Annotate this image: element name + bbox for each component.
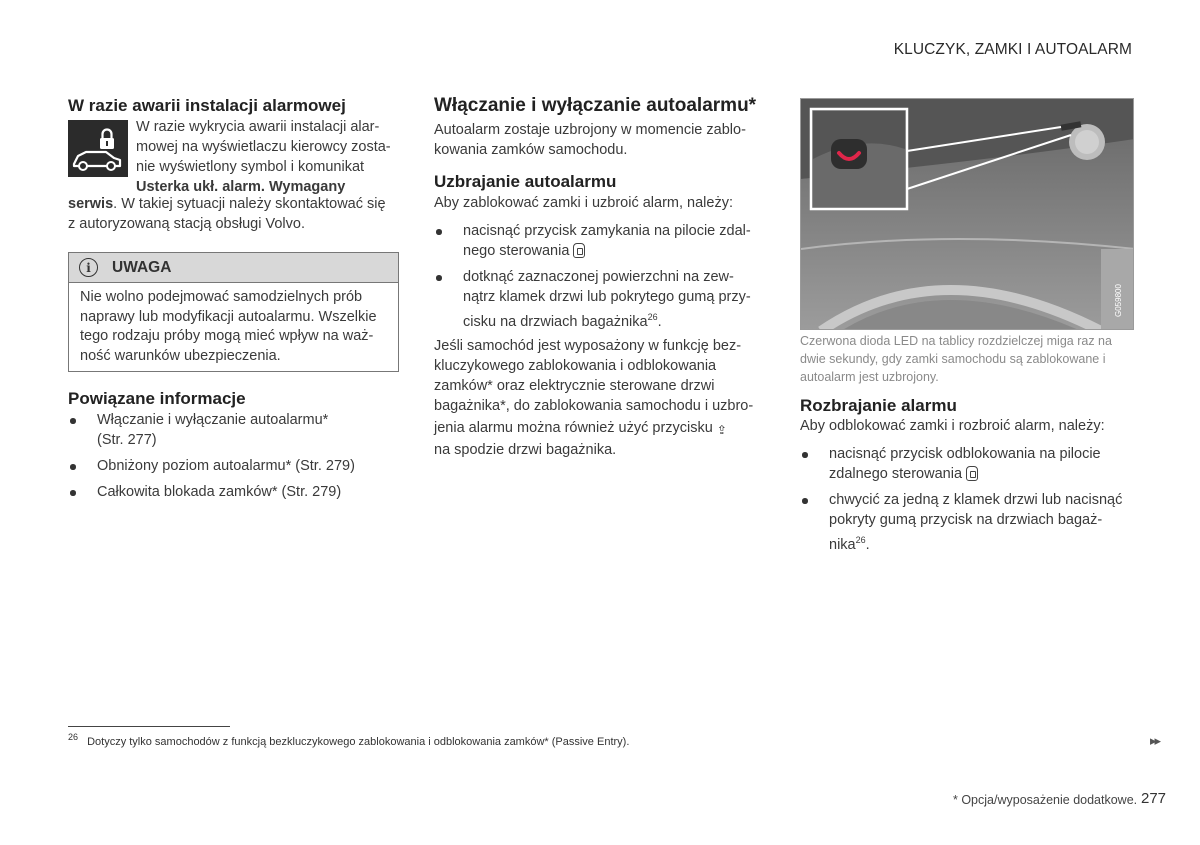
disarm-intro: Aby odblokować zamki i rozbroić alarm, należy: xyxy=(800,418,1105,434)
paragraph-line: kowania zamków samochodu. xyxy=(434,142,628,158)
related-link-line: Włączanie i wyłączanie autoalarmu* xyxy=(97,412,329,428)
related-info-list xyxy=(68,410,400,502)
paragraph-line: W razie wykrycia awarii instalacji alar- xyxy=(136,119,380,135)
note-body xyxy=(69,283,398,371)
note-line: tego rodzaju próby mogą mieć wpływ na waż- xyxy=(80,328,374,344)
step-line-text: cisku na drzwiach bagażnika xyxy=(463,313,648,330)
alarm-failure-text xyxy=(136,117,406,197)
related-link-line: (Str. 277) xyxy=(97,432,157,448)
display-message: Usterka ukł. alarm. Wymagany xyxy=(136,179,346,195)
paragraph-line: kluczykowego zablokowania i odblokowania xyxy=(434,358,717,374)
related-info-title: Powiązane informacje xyxy=(68,389,246,408)
paragraph-line: Autoalarm zostaje uzbrojony w momencie zablo- xyxy=(434,122,746,138)
footnote-ref[interactable]: 26 xyxy=(855,535,866,545)
alarm-failure-text-continued xyxy=(68,194,408,214)
car-button-icon: ⇪ xyxy=(716,423,727,437)
disarm-step xyxy=(800,444,1134,484)
step-line xyxy=(829,464,1134,484)
paragraph-line: z autoryzowaną stacją obsługi Volvo. xyxy=(68,216,305,232)
note-box xyxy=(68,252,399,372)
caption-line: autoalarm jest uzbrojony. xyxy=(800,370,939,384)
paragraph-line: . W takiej sytuacji należy skontaktować się xyxy=(113,196,386,212)
note-line: Nie wolno podejmować samodzielnych prób xyxy=(80,289,363,305)
paragraph-line: bagażnika*, do zablokowania samochodu i uzbro- xyxy=(434,398,754,414)
footnote xyxy=(68,732,629,748)
step-line-text: nika xyxy=(829,536,856,553)
step-line: pokryty gumą przycisk na drzwiach bagaż- xyxy=(829,512,1103,528)
related-link[interactable] xyxy=(68,410,400,450)
disarm-steps xyxy=(800,444,1134,555)
remote-lock-icon xyxy=(573,243,585,258)
paragraph-line: na spodzie drzwi bagażnika. xyxy=(434,442,617,458)
related-link[interactable] xyxy=(68,456,400,476)
intro-text xyxy=(434,120,764,160)
info-icon: i xyxy=(79,258,98,277)
paragraph-line-text: jenia alarmu można również użyć przycisku xyxy=(434,420,713,436)
note-line: naprawy lub modyfikacji autoalarmu. Wszelkie xyxy=(80,308,377,325)
step-line: dotknąć zaznaczonej powierzchni na zew- xyxy=(463,269,734,285)
footnote-ref[interactable]: 26 xyxy=(647,312,658,322)
footnote-text: Dotyczy tylko samochodów z funkcją bezkluczykowego zablokowania i odblokowania zamków* (Passive Entry). xyxy=(87,735,630,748)
passive-entry-text xyxy=(434,336,764,460)
caption-line: dwie sekundy, gdy zamki samochodu są zablokowane i xyxy=(800,352,1106,366)
step-line xyxy=(829,530,1134,555)
arm-step xyxy=(434,267,764,332)
step-line: nacisnąć przycisk odblokowania na pilocie xyxy=(829,446,1101,462)
section-title-arm-disarm: Włączanie i wyłączanie autoalarmu* xyxy=(434,95,757,116)
disarm-step xyxy=(800,490,1134,555)
step-line-text: zdalnego sterowania xyxy=(829,466,963,482)
step-line: chwycić za jedną z klamek drzwi lub nacisnąć xyxy=(829,492,1123,508)
step-line xyxy=(463,241,764,261)
caption-line: Czerwona dioda LED na tablicy rozdzielczej miga raz na xyxy=(800,334,1112,348)
footnote-divider xyxy=(68,726,230,727)
step-line: nacisnąć przycisk zamykania na pilocie zdal- xyxy=(463,223,751,239)
step-line: nątrz klamek drzwi lub pokrytego gumą przy- xyxy=(463,289,751,305)
paragraph-line: zamków* oraz elektrycznie sterowane drzwi xyxy=(434,378,715,394)
note-line: ność warunków ubezpieczenia. xyxy=(80,347,281,364)
car-lock-warning-icon xyxy=(68,120,128,177)
photo-caption xyxy=(800,332,1130,386)
related-link[interactable] xyxy=(68,482,400,502)
next-page-arrows-icon[interactable]: ▸▸ xyxy=(1150,733,1160,748)
related-link-line: Całkowita blokada zamków* (Str. 279) xyxy=(97,484,342,500)
note-label: UWAGA xyxy=(112,258,172,276)
paragraph-line: nie wyświetlony symbol i komunikat xyxy=(136,159,365,175)
section-title-alarm-failure: W razie awarii instalacji alarmowej xyxy=(68,96,346,115)
related-link-line: Obniżony poziom autoalarmu* (Str. 279) xyxy=(97,458,355,474)
arm-intro: Aby zablokować zamki i uzbroić alarm, należy: xyxy=(434,195,733,211)
note-header xyxy=(69,253,398,283)
step-line xyxy=(463,307,764,332)
photo-code: G059800 xyxy=(1114,284,1123,317)
footnote-number: 26 xyxy=(68,732,79,742)
arm-title: Uzbrajanie autoalarmu xyxy=(434,172,617,191)
disarm-title: Rozbrajanie alarmu xyxy=(800,396,957,415)
chapter-header: KLUCZYK, ZAMKI I AUTOALARM xyxy=(893,41,1132,58)
page-number: 277 xyxy=(1141,790,1167,807)
dashboard-led-photo xyxy=(800,98,1134,330)
paragraph-line: Jeśli samochód jest wyposażony w funkcję bez- xyxy=(434,338,742,354)
paragraph-line: mowej na wyświetlaczu kierowcy zosta- xyxy=(136,139,391,155)
display-message-end: serwis xyxy=(68,196,114,212)
paragraph-line xyxy=(434,418,764,440)
remote-unlock-icon xyxy=(966,466,978,481)
optional-equipment-note: * Opcja/wyposażenie dodatkowe. xyxy=(953,793,1138,807)
punct: . xyxy=(657,313,662,330)
arm-step xyxy=(434,221,764,261)
punct: . xyxy=(865,536,870,553)
step-line-text: nego sterowania xyxy=(463,243,570,259)
arm-steps xyxy=(434,221,764,332)
